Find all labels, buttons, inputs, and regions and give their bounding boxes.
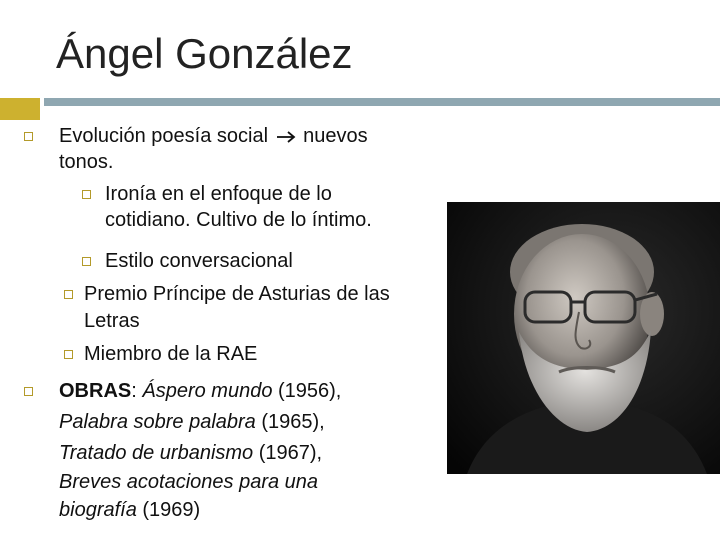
bullet-icon (64, 290, 73, 299)
item-ironia-cont: cotidiano. Cultivo de lo íntimo. (105, 209, 372, 231)
item-obras (59, 379, 341, 403)
obras-label: OBRAS (59, 380, 132, 402)
item-obras-line-3 (59, 441, 322, 465)
item-ironia: Ironía en el enfoque de lo (105, 183, 332, 205)
portrait-photo (447, 202, 720, 474)
obra-title: Tratado de urbanismo (59, 442, 254, 464)
item-obras-line-5 (59, 498, 200, 522)
obra-year: (1967), (253, 442, 323, 464)
right-arrow-icon (276, 131, 296, 143)
obra-title: Áspero mundo (142, 380, 273, 402)
item-estilo: Estilo conversacional (105, 250, 293, 272)
item-evolucion-cont: tonos. (59, 151, 114, 173)
item-rae: Miembro de la RAE (84, 343, 258, 365)
obra-year: (1969) (136, 499, 201, 521)
item-premio-cont: Letras (84, 310, 140, 332)
obra-title: Palabra sobre palabra (59, 411, 256, 433)
slide-title: Ángel González (56, 30, 353, 77)
bullet-icon (24, 132, 33, 141)
item-evolucion-text-2: nuevos (303, 125, 368, 147)
obra-year: (1956), (272, 380, 342, 402)
item-premio: Premio Príncipe de Asturias de las (84, 283, 390, 305)
bullet-icon (82, 257, 91, 266)
bullet-icon (82, 190, 91, 199)
obras-colon: : (131, 380, 143, 402)
item-evolucion-text: Evolución poesía social (59, 125, 269, 147)
item-obras-line-2 (59, 410, 325, 434)
title-accent-block (0, 98, 40, 120)
obra-year: (1965), (255, 411, 325, 433)
title-divider-bar (44, 98, 720, 106)
item-obras-line-4 (59, 470, 318, 494)
bullet-icon (24, 387, 33, 396)
bullet-icon (64, 350, 73, 359)
obra-title: Breves acotaciones para una (59, 471, 319, 493)
obra-title: biografía (59, 499, 137, 521)
item-evolucion (59, 124, 368, 148)
